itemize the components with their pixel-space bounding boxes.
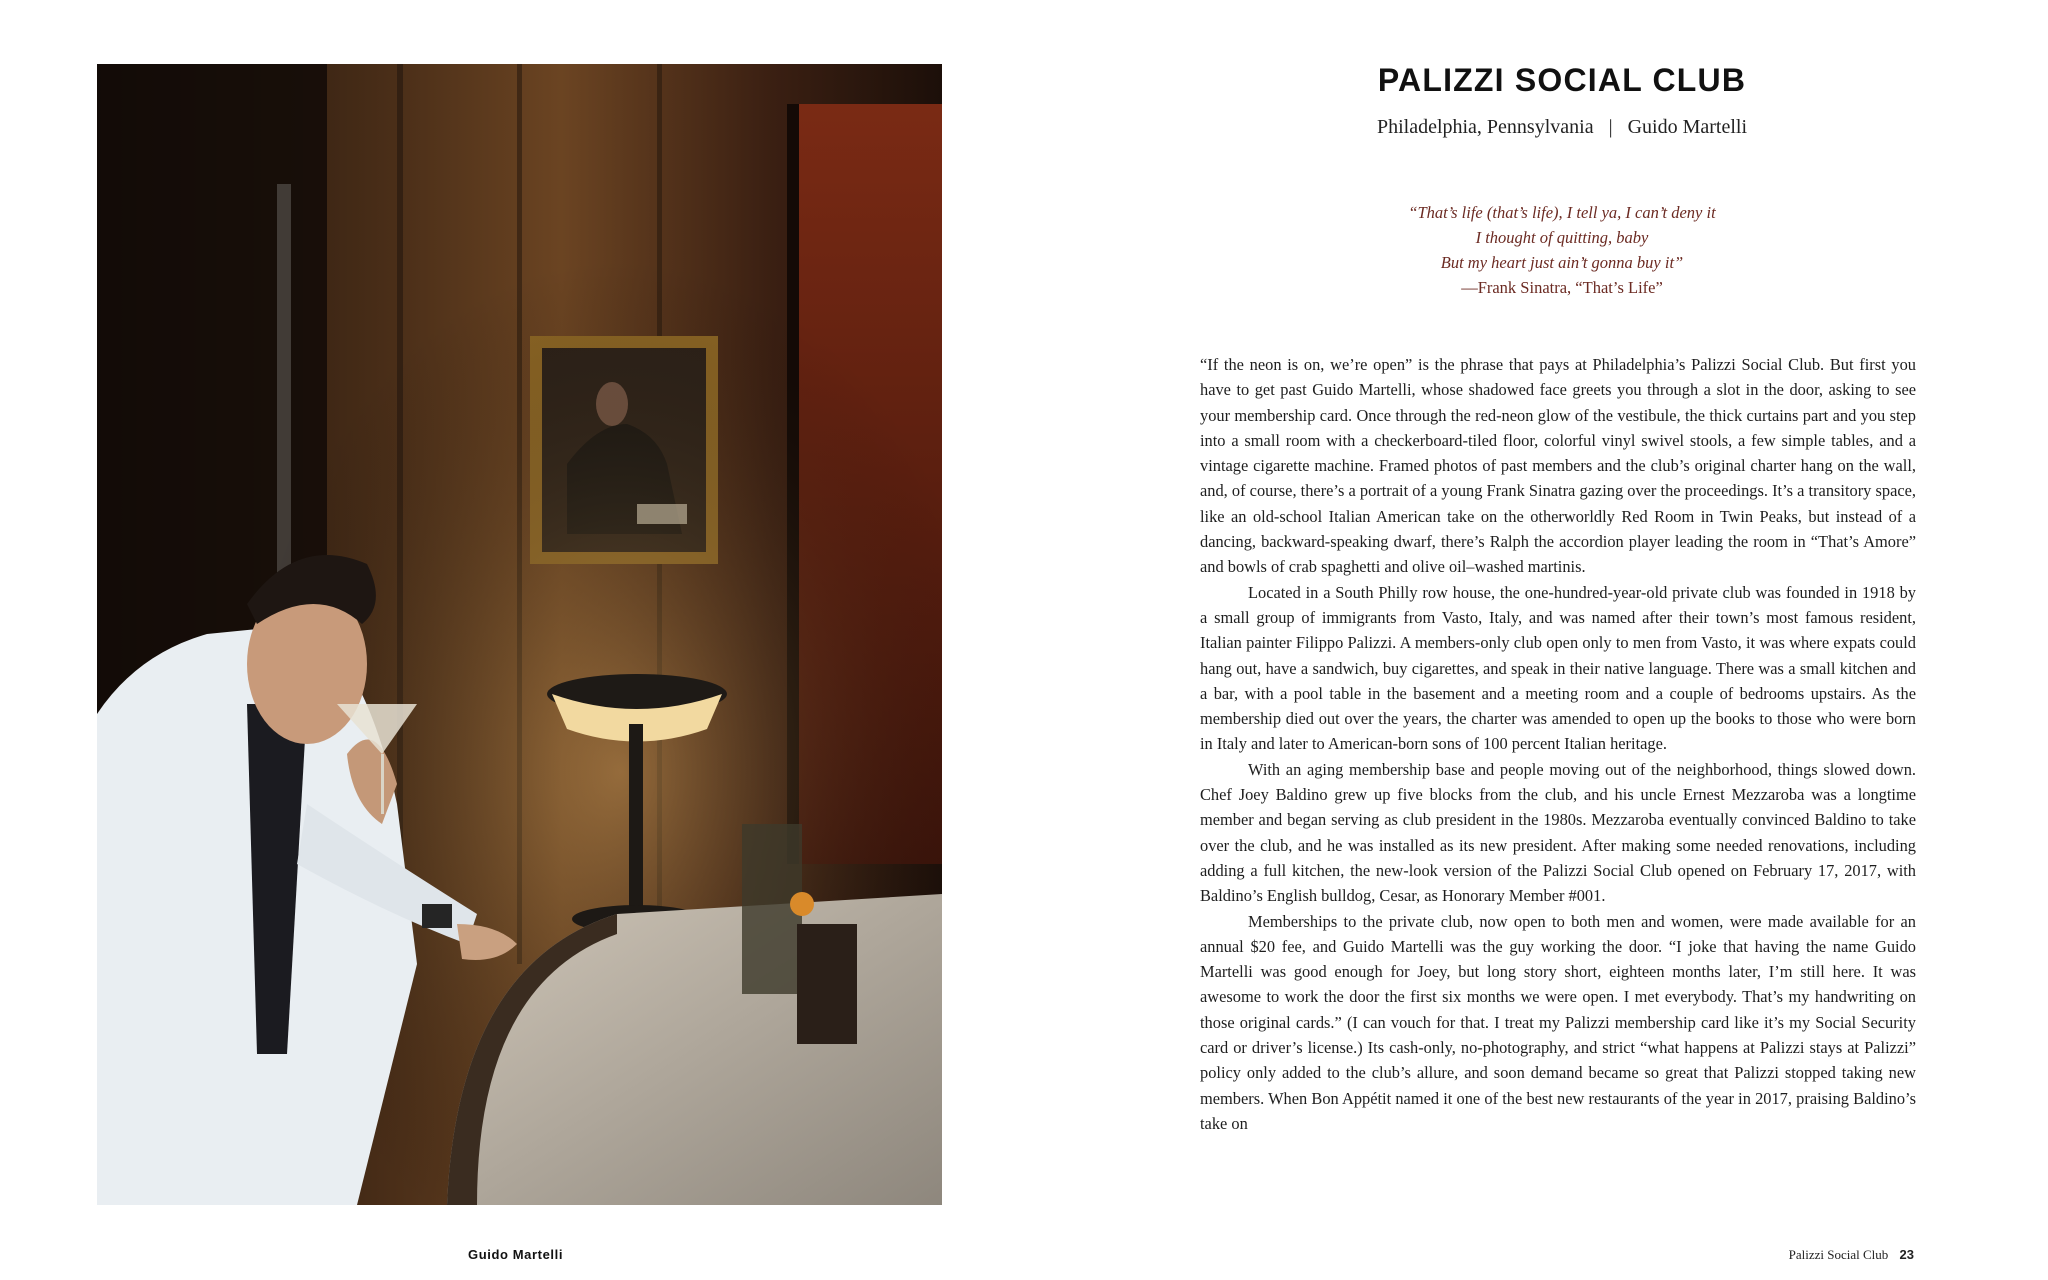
running-head: Palizzi Social Club [1788, 1247, 1889, 1262]
photo-caption: Guido Martelli [468, 1247, 564, 1262]
epigraph-attribution: —Frank Sinatra, “That’s Life” [1461, 278, 1663, 297]
subtitle-separator: | [1608, 116, 1613, 138]
running-footer [1789, 1247, 1914, 1263]
subtitle [1212, 116, 1912, 139]
epigraph [1262, 200, 1862, 300]
body-paragraph: With an aging membership base and people moving out of the neighborhood, things slowed down. Chef Joey Baldino grew up five blocks from the club, and his uncle Ernest Mezzaroba was a longtime member and began serving as club president in the 1980s. Mezzaroba eventually convinced Baldino to take over the club, and he was installed as its new president. After making some needed renovations, including adding a full kitchen, the new-look version of the Palizzi Social Club opened on February 17, 2017, with Baldino’s English bulldog, Cesar, as Honorary Member #001. [1200, 759, 1916, 906]
body-paragraph: “If the neon is on, we’re open” is the phrase that pays at Philadelphia’s Palizzi Social Club. But first you have to get past Guido Martelli, whose shadowed face greets you through a slot in the door, asking to see your membership card. Once through the red-neon glow of the vestibule, the thick curtains part and you step into a small room with a checkerboard-tiled floor, colorful vinyl swivel stools, a few simple tables, and a vintage cigarette machine. Framed photos of past members and the club’s original charter hang on the wall, and, of course, there’s a portrait of a young Frank Sinatra gazing over the proceedings. It’s a transitory space, like an old-school Italian American take on the otherworldly Red Room in Twin Peaks, but instead of a dancing, backward-speaking dwarf, there’s Ralph the accordion player leading the room in “That’s Amore” and bowls of crab spaghetti and olive oil–washed martinis. [1200, 355, 1916, 577]
body-paragraph: Located in a South Philly row house, the one-hundred-year-old private club was founded in 1918 by a small group of immigrants from Vasto, Italy, and was named after their town’s most famous resident, Italian painter Filippo Palizzi. A members-only club open only to men from Vasto, it was where expats could hang out, have a sandwich, buy cigarettes, and speak in their native language. There was a small kitchen and a bar, with a pool table in the basement and a meeting room and a couple of bedrooms upstairs. As the membership died out over the years, the charter was amended to open up the books to those who were born in Italy and later to American-born sons of 100 percent Italian heritage. [1200, 582, 1916, 754]
page-number: 23 [1899, 1247, 1914, 1262]
page-title: PALIZZI SOCIAL CLUB [1377, 62, 1747, 98]
epigraph-line: But my heart just ain’t gonna buy it” [1440, 253, 1684, 272]
body-paragraph: Memberships to the private club, now open to both men and women, were made available for an annual $20 fee, and Guido Martelli was the guy working the door. “I joke that having the name Guido Martelli was good enough for Joey, but long story short, eighteen months later, I’m still here. It was awesome to work the door the first six months we were open. I met everybody. That’s my handwriting on those original cards.” (I can vouch for that. I treat my Palizzi membership card like it’s my Social Security card or driver’s license.) Its cash-only, no-photography, and strict “what happens at Palizzi stays at Palizzi” policy only added to the club’s allure, and soon demand became so great that Palizzi stopped taking new members. When Bon Appétit named it one of the best new restaurants of the year in 2017, praising Baldino’s take on [1200, 911, 1916, 1133]
photo-guido-martelli [97, 64, 942, 1205]
photo-illustration [97, 64, 942, 1205]
article-body [1200, 352, 1916, 1136]
person-name: Guido Martelli [1627, 116, 1748, 138]
epigraph-line: “That’s life (that’s life), I tell ya, I can’t deny it [1408, 203, 1716, 222]
location: Philadelphia, Pennsylvania [1376, 116, 1594, 138]
epigraph-line: I thought of quitting, baby [1475, 228, 1649, 247]
